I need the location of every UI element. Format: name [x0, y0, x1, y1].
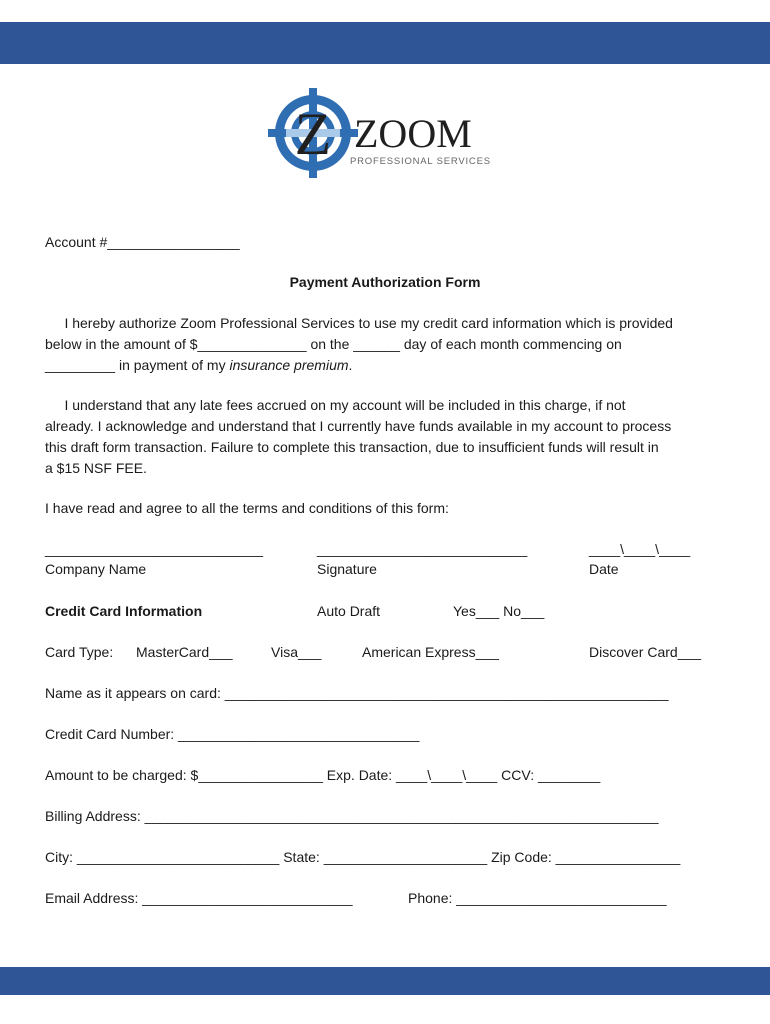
email-field[interactable]: Email Address: ___________________________	[45, 890, 353, 906]
company-name-field[interactable]: ____________________________	[45, 541, 264, 557]
date-label: Date	[589, 561, 619, 577]
mastercard-option[interactable]: MasterCard___	[136, 644, 233, 660]
auto-draft-yes-no[interactable]: Yes___ No___	[453, 603, 545, 619]
para1-line3-start: _________ in payment of my	[45, 357, 230, 373]
signature-label: Signature	[317, 561, 377, 577]
company-name-label: Company Name	[45, 561, 147, 577]
card-type-label: Card Type:	[45, 644, 114, 660]
header-band	[0, 22, 770, 64]
company-logo	[268, 86, 498, 182]
para1-line3-end: .	[348, 357, 353, 373]
svg-text:ZOOM: ZOOM	[354, 111, 472, 156]
city-state-zip-field[interactable]: City: __________________________ State: _____________________ Zip Code: ________________	[45, 849, 681, 865]
discover-option[interactable]: Discover Card___	[589, 644, 702, 660]
date-field[interactable]: ____\____\____	[589, 541, 691, 557]
para2-line1: I understand that any late fees accrued on my account will be included in this charge, if not	[45, 397, 626, 413]
visa-option[interactable]: Visa___	[271, 644, 322, 660]
card-number-field[interactable]: Credit Card Number: _______________________________	[45, 726, 420, 742]
para2-line3: this draft form transaction. Failure to complete this transaction, due to insufficient funds will result in	[45, 439, 659, 455]
para2-line4: a $15 NSF FEE.	[45, 460, 147, 476]
para1-line2: below in the amount of $______________ on the ______ day of each month commencing on	[45, 336, 622, 352]
para1-line1: I hereby authorize Zoom Professional Services to use my credit card information which is provided	[45, 315, 673, 331]
phone-field[interactable]: Phone: ___________________________	[408, 890, 667, 906]
insurance-premium-text: insurance premium	[229, 357, 349, 373]
billing-address-field[interactable]: Billing Address: __________________________________________________________________	[45, 808, 659, 824]
account-label: Account #	[45, 234, 108, 250]
svg-text:PROFESSIONAL SERVICES: PROFESSIONAL SERVICES	[350, 156, 491, 167]
para2-line2: already. I acknowledge and understand that I currently have funds available in my account to process	[45, 418, 672, 434]
signature-field[interactable]: ___________________________	[317, 541, 528, 557]
auto-draft-label: Auto Draft	[317, 603, 381, 619]
amount-exp-ccv-field[interactable]: Amount to be charged: $________________ Exp. Date: ____\____\____ CCV: ________	[45, 767, 601, 783]
credit-card-heading: Credit Card Information	[45, 603, 203, 619]
form-title: Payment Authorization Form	[289, 274, 481, 290]
name-on-card-field[interactable]: Name as it appears on card: _________________________________________________________	[45, 685, 669, 701]
footer-band	[0, 967, 770, 995]
account-number-field[interactable]: _________________	[107, 234, 240, 250]
crosshair-logo-icon	[268, 86, 498, 182]
agreement-statement: I have read and agree to all the terms and conditions of this form:	[45, 500, 449, 516]
amex-option[interactable]: American Express___	[362, 644, 499, 660]
para1-line3	[45, 355, 352, 375]
account-number-line	[45, 232, 240, 252]
svg-text:Z: Z	[294, 101, 332, 167]
